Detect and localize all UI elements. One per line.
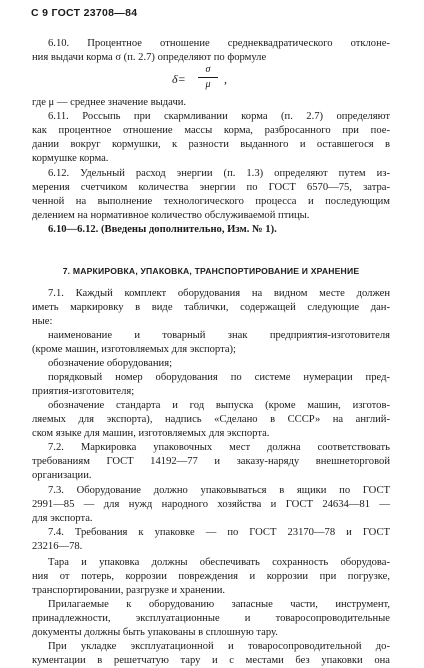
text-line: ные: <box>32 316 53 327</box>
formula-fraction <box>198 64 218 91</box>
text-line: 6.10. Процентное отношение среднеквадратического отклоне- <box>48 38 390 49</box>
text-line: ченной на выполнение технологического процесса и последующим <box>32 196 390 207</box>
text-line: ния выдачи корма σ (п. 2.7) определяют по формуле <box>32 52 267 63</box>
formula-lhs: δ= <box>172 72 186 86</box>
text-line: ния от потерь, коррозии повреждения и коррозии при погрузке, <box>32 571 390 582</box>
fraction-bar <box>198 77 218 78</box>
text-line: организации. <box>32 470 92 481</box>
text-line: документы должны быть упакованы в сплошную тару. <box>32 627 278 638</box>
text-line: дании вокруг кормушки, к разности выданного и оставшегося в <box>32 139 390 150</box>
text-line: для экспорта. <box>32 513 93 524</box>
text-line: 2991—85 — для нужд народного хозяйства и ГОСТ 24634—81 — <box>32 499 390 510</box>
text-line: транспортировании, разгрузке и хранении. <box>32 585 226 596</box>
formula-numerator: σ <box>205 64 211 75</box>
page-header: С 9 ГОСТ 23708—84 <box>31 7 138 19</box>
text-line: 6.12. Удельный расход энергии (п. 1.3) определяют путем из- <box>48 168 390 179</box>
list-item: обозначение оборудования; <box>48 358 173 369</box>
text-line: мерения счетчиком количества энергии по ГОСТ 6570—75, затра- <box>32 182 390 193</box>
text-line: кументации в решетчатую тару и с местами без упаковки она <box>32 655 390 666</box>
amendment-note: 6.10—6.12. (Введены дополнительно, Изм. № 1). <box>48 224 277 235</box>
text-line: делением на нормативное количество обслуживаемой птицы. <box>32 210 310 221</box>
text-line: При укладке эксплуатационной и товаросопроводительной до- <box>48 641 390 652</box>
text-line: 6.11. Россыпь при скармливании корма (п. 2.7) определяют <box>48 111 390 122</box>
text-line: 7.4. Требования к упаковке — по ГОСТ 23170—78 и ГОСТ <box>48 527 390 538</box>
text-line: кормушке корма. <box>32 153 109 164</box>
text-line: 7.2. Маркировка упаковочных мест должна соответствовать <box>48 442 390 453</box>
formula-delta <box>172 64 292 94</box>
text-line: 7.3. Оборудование должно упаковываться в ящики по ГОСТ <box>48 485 390 496</box>
text-line: ском языке для машин, изготовляемых для экспорта. <box>32 428 270 439</box>
text-line: принадлежности, эксплуатационные и товаросопроводительные <box>32 613 390 624</box>
text-line: (кроме машин, изготовляемых для экспорта); <box>32 344 237 355</box>
formula-suffix: , <box>224 72 227 86</box>
text-line: Тара и упаковка должны обеспечивать сохранность оборудова- <box>48 557 390 568</box>
list-item: порядковый номер оборудования по системе нумерации пред- <box>48 372 390 383</box>
text-line: приятия-изготовителя; <box>32 386 135 397</box>
text-line: ляемых для экспорта), надпись «Сделано в СССР» на англий- <box>32 414 390 425</box>
text-line: требованиям ГОСТ 14192—77 и заказу-наряду внешнеторговой <box>32 456 390 467</box>
text-line: как процентное отношение массы корма, разбросанного при пое- <box>32 125 390 136</box>
section-heading: 7. МАРКИРОВКА, УПАКОВКА, ТРАНСПОРТИРОВАНИЕ И ХРАНЕНИЕ <box>62 266 360 276</box>
text-line: иметь маркировку в виде таблички, содержащей следующие дан- <box>32 302 390 313</box>
text-line: где μ — среднее значение выдачи. <box>32 97 187 108</box>
list-item: обозначение стандарта и год выпуска (кроме машин, изготов- <box>48 400 390 411</box>
text-line: Прилагаемые к оборудованию запасные части, инструмент, <box>48 599 390 610</box>
text-line: 23216—78. <box>32 541 83 552</box>
formula-denominator: μ <box>205 79 211 90</box>
list-item: наименование и товарный знак предприятия-изготовителя <box>48 330 390 341</box>
text-line: 7.1. Каждый комплект оборудования на видном месте должен <box>48 288 390 299</box>
